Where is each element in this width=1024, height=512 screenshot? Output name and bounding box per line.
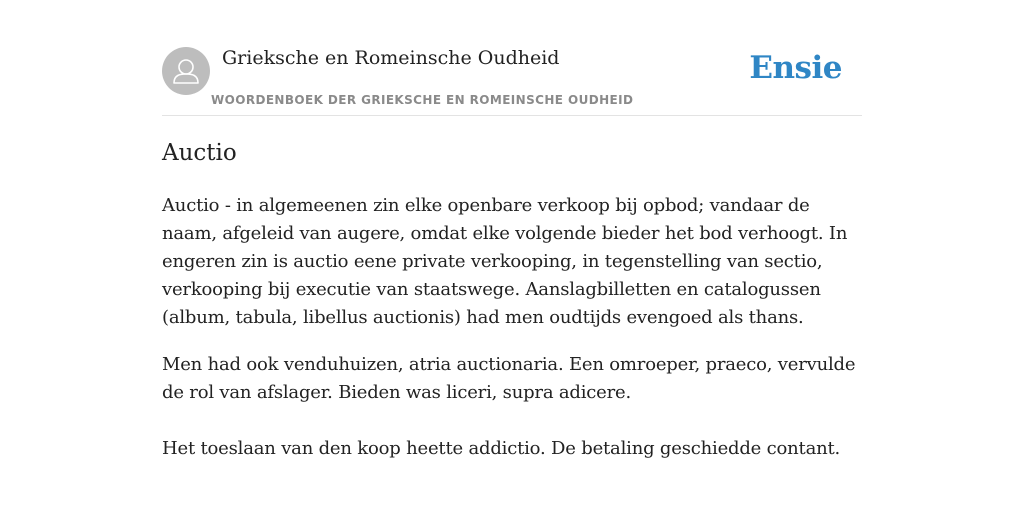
site-subtitle: WOORDENBOEK DER GRIEKSCHE EN ROMEINSCHE OUDHEID — [211, 93, 634, 107]
entry-paragraph: Auctio - in algemeenen zin elke openbare verkoop bij opbod; vandaar de naam, afgeleid van augere, omdat elke volgende bieder het bod verhoogt. In engeren zin is auctio eene private verkooping, in tegenstelling van sectio, verkooping bij executie van staatswege. Aanslagbilletten en catalogussen (album, tabula, libellus auctionis) had men oudtijds evengoed als thans. — [162, 195, 848, 328]
page-header — [162, 40, 862, 116]
entry-paragraph: Het toeslaan van den koop heette addictio. De betaling geschiedde contant. — [162, 438, 841, 459]
entry-body — [162, 192, 862, 463]
user-icon — [162, 47, 210, 95]
entry-title: Auctio — [162, 140, 237, 166]
entry-paragraph: Men had ook venduhuizen, atria auctionaria. Een omroeper, praeco, vervulde de rol van afslager. Bieden was liceri, supra adicere. — [162, 354, 856, 403]
site-title[interactable]: Grieksche en Romeinsche Oudheid — [222, 47, 560, 69]
avatar[interactable] — [162, 47, 210, 95]
brand-logo[interactable]: Ensie — [749, 50, 842, 86]
